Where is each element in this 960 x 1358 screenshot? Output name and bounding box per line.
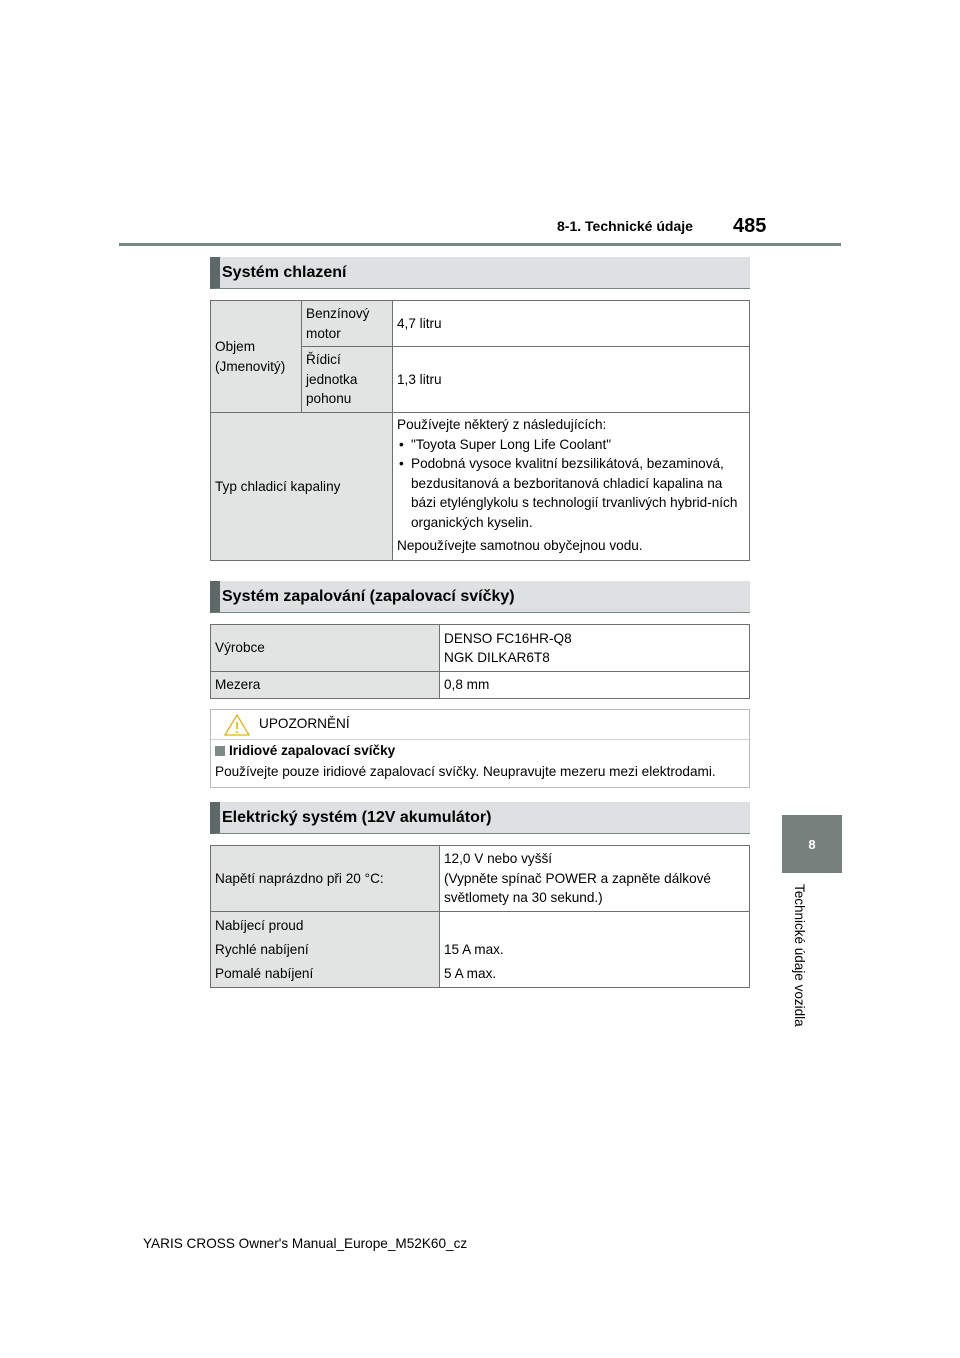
- voltage-label: Napětí naprázdno při 20 °C:: [211, 846, 440, 912]
- gasoline-engine-label: Benzínový motor: [302, 301, 393, 347]
- pcu-label: Řídicí jednotka pohonu: [302, 347, 393, 413]
- page-number: 485: [733, 215, 767, 237]
- maker-label: Výrobce: [211, 625, 440, 672]
- cooling-table: [210, 300, 750, 561]
- coolant-list: [397, 435, 745, 533]
- voltage-value-1: 12,0 V nebo vyšší: [444, 851, 553, 867]
- coolant-note: Nepoužívejte samotnou obyčejnou vodu.: [397, 538, 643, 554]
- slow-charge-label: Pomalé nabíjení: [215, 966, 314, 981]
- coolant-type-label: Typ chladicí kapaliny: [211, 413, 393, 561]
- chapter-label: Technické údaje vozidla: [792, 884, 807, 1027]
- charge-title: Nabíjecí proud: [215, 918, 304, 933]
- table-row: [211, 912, 750, 988]
- table-row: [211, 413, 750, 561]
- square-bullet-icon: [215, 746, 225, 756]
- cooling-section-title: Systém chlazení: [210, 257, 750, 289]
- caution-header: [211, 710, 749, 740]
- section-heading: 8-1. Technické údaje: [557, 218, 693, 234]
- charge-values: [440, 912, 750, 988]
- coolant-intro: Používejte některý z následujících:: [397, 417, 607, 433]
- header-rule: [119, 243, 841, 246]
- electrical-table: [210, 845, 750, 988]
- ignition-table: [210, 624, 750, 699]
- warning-icon: [224, 714, 250, 736]
- slow-charge-value: 5 A max.: [444, 966, 497, 981]
- table-row: [211, 846, 750, 912]
- list-item: • "Toyota Super Long Life Coolant": [411, 435, 745, 455]
- caution-subtitle: [215, 743, 395, 758]
- maker-value: [440, 625, 750, 672]
- coolant-type-value: [393, 413, 750, 561]
- caution-subtitle-text: Iridiové zapalovací svíčky: [229, 743, 396, 758]
- voltage-value: [440, 846, 750, 912]
- pcu-value: 1,3 litru: [393, 347, 750, 413]
- capacity-label: Objem (Jmenovitý): [211, 301, 302, 413]
- electrical-section-title: Elektrický systém (12V akumulátor): [210, 802, 750, 834]
- fast-charge-label: Rychlé nabíjení: [215, 942, 309, 957]
- table-row: [211, 625, 750, 672]
- gasoline-engine-value: 4,7 litru: [393, 301, 750, 347]
- maker-value-1: DENSO FC16HR-Q8: [444, 630, 572, 646]
- list-item: • Podobná vysoce kvalitní bezsilikátová, bezaminová, bezdusitanová a bezboritanová chladicí kapalina na bázi etylénglykolu s technologií trvanlivých hybrid-ních organických kyselin.: [411, 454, 745, 532]
- charge-label: [211, 912, 440, 988]
- maker-value-2: NGK DILKAR6T8: [444, 650, 550, 665]
- fast-charge-value: 15 A max.: [444, 942, 504, 957]
- table-row: [211, 672, 750, 699]
- chapter-tab: 8: [782, 815, 842, 873]
- gap-value: 0,8 mm: [440, 672, 750, 699]
- caution-title: UPOZORNĚNÍ: [259, 716, 350, 731]
- table-row: [211, 301, 750, 347]
- caution-box: [210, 709, 750, 788]
- footer-text: YARIS CROSS Owner's Manual_Europe_M52K60_cz: [143, 1236, 468, 1251]
- voltage-value-2: (Vypněte spínač POWER a zapněte dálkové světlomety na 30 sekund.): [444, 870, 711, 906]
- caution-text: Používejte pouze iridiové zapalovací svíčky. Neupravujte mezeru mezi elektrodami.: [215, 764, 716, 779]
- gap-label: Mezera: [211, 672, 440, 699]
- ignition-section-title: Systém zapalování (zapalovací svíčky): [210, 581, 750, 613]
